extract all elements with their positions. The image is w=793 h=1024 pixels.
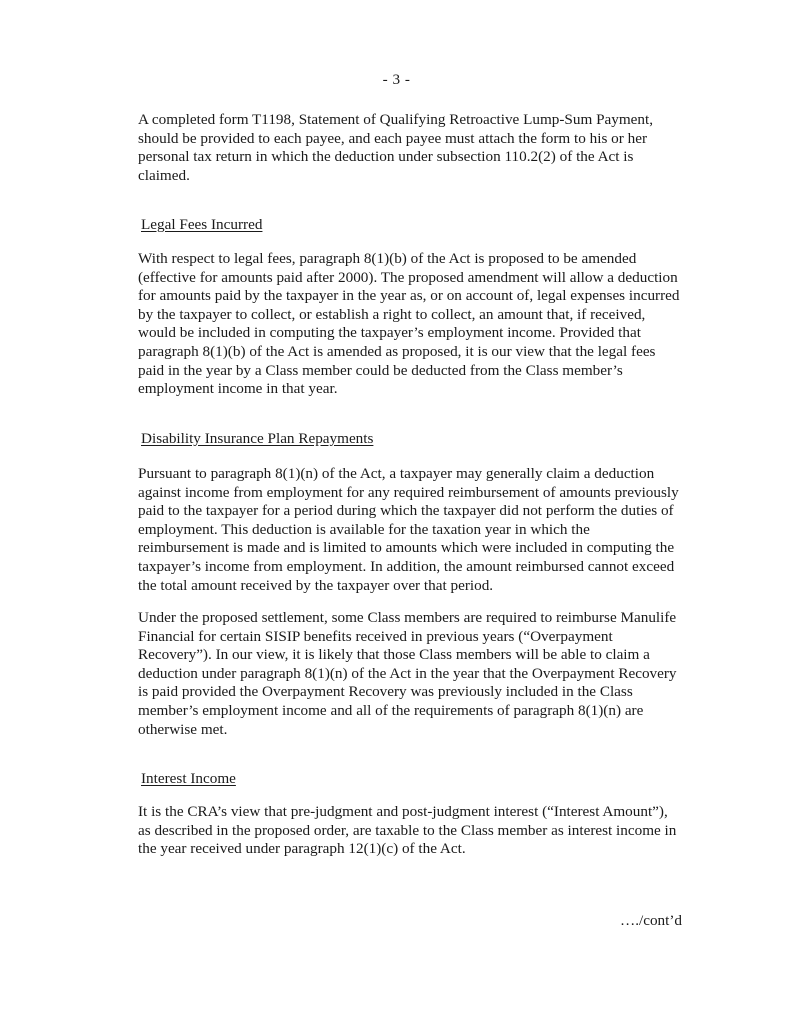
page-number: - 3 -	[382, 71, 411, 88]
interest-paragraph	[138, 803, 698, 859]
legal-fees-line: for amounts paid by the taxpayer in the year as, or on account of, legal expenses incurred	[138, 287, 680, 305]
disability-heading: Disability Insurance Plan Repayments	[141, 430, 374, 447]
legal-fees-line: (effective for amounts paid after 2000). The proposed amendment will allow a deduction	[138, 268, 678, 286]
interest-heading: Interest Income	[141, 770, 236, 787]
disability-line: reimbursement is made and is limited to amounts which were included in computing the	[138, 539, 675, 557]
interest-line: as described in the proposed order, are taxable to the Class member as interest income in	[138, 821, 677, 839]
disability-line: member’s employment income and all of the requirements of paragraph 8(1)(n) are	[138, 701, 644, 719]
legal-fees-line: With respect to legal fees, paragraph 8(1)(b) of the Act is proposed to be amended	[138, 250, 637, 267]
intro-line: A completed form T1198, Statement of Qualifying Retroactive Lump-Sum Payment,	[138, 111, 654, 128]
legal-fees-paragraph	[138, 250, 698, 399]
legal-fees-line: paragraph 8(1)(b) of the Act is amended as proposed, it is our view that the legal fees	[138, 342, 656, 360]
disability-line: paid to the taxpayer for a period during which the taxpayer did not perform the duties of	[138, 502, 674, 520]
disability-line: is paid provided the Overpayment Recovery was previously included in the Class	[138, 683, 633, 701]
intro-line: should be provided to each payee, and each payee must attach the form to his or her	[138, 129, 648, 147]
legal-fees-line: employment income in that year.	[138, 380, 338, 398]
disability-paragraph-1	[138, 465, 698, 595]
interest-line: It is the CRA’s view that pre-judgment and post-judgment interest (“Interest Amount”),	[138, 803, 668, 820]
disability-line: Recovery”). In our view, it is likely that those Class members will be able to claim a	[138, 646, 650, 664]
continuation-note: …./cont’d	[620, 912, 683, 929]
intro-line: personal tax return in which the deduction under subsection 110.2(2) of the Act is	[138, 148, 634, 166]
disability-line: Under the proposed settlement, some Class members are required to reimburse Manulife	[138, 609, 677, 626]
disability-line: deduction under paragraph 8(1)(n) of the Act in the year that the Overpayment Recovery	[138, 664, 677, 682]
disability-line: the total amount received by the taxpayer over that period.	[138, 576, 494, 594]
intro-paragraph	[138, 111, 698, 185]
disability-paragraph-2	[138, 609, 698, 739]
legal-fees-heading: Legal Fees Incurred	[141, 216, 263, 233]
legal-fees-line: paid in the year by a Class member could be deducted from the Class member’s	[138, 361, 623, 379]
legal-fees-line: by the taxpayer to collect, or establish a right to collect, an amount that, if received,	[138, 305, 646, 323]
intro-line: claimed.	[138, 166, 190, 184]
interest-line: the year received under paragraph 12(1)(c) of the Act.	[138, 840, 466, 858]
disability-line: employment. This deduction is available for the taxation year in which the	[138, 520, 590, 538]
disability-line: against income from employment for any required reimbursement of amounts previously	[138, 483, 679, 501]
disability-line: otherwise met.	[138, 720, 228, 738]
disability-line: Pursuant to paragraph 8(1)(n) of the Act, a taxpayer may generally claim a deduction	[138, 465, 655, 482]
legal-fees-line: would be included in computing the taxpayer’s employment income. Provided that	[138, 324, 641, 342]
disability-line: Financial for certain SISIP benefits received in previous years (“Overpayment	[138, 627, 613, 645]
disability-line: taxpayer’s income from employment. In addition, the amount reimbursed cannot exceed	[138, 557, 675, 575]
